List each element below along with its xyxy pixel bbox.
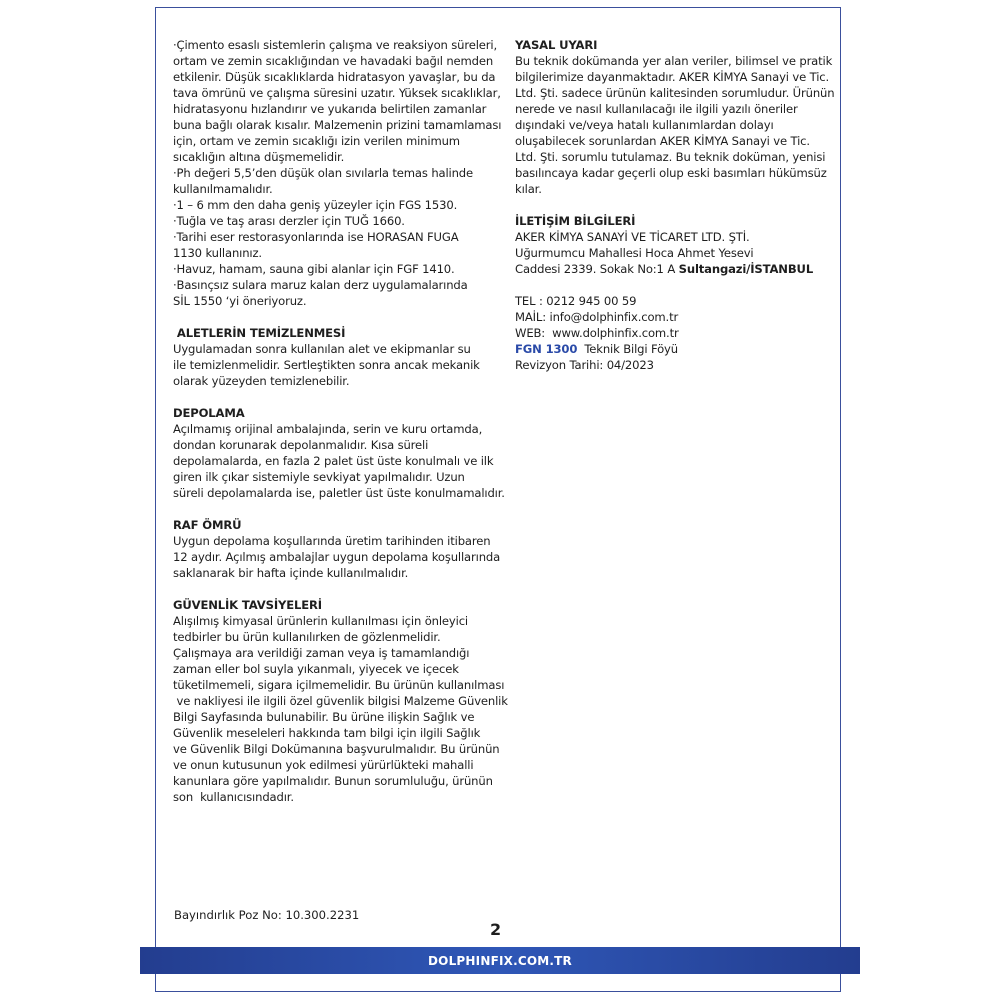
text-line: Alışılmış kimyasal ürünlerin kullanılması için önleyici	[173, 614, 468, 628]
text-line: 12 aydır. Açılmış ambalajlar uygun depolama koşullarında	[173, 550, 501, 564]
poz-number: Bayındırlık Poz No: 10.300.2231	[174, 908, 360, 922]
text-line: nerede ve nasıl kullanılacağı ile ilgili yazılı öneriler	[515, 102, 798, 116]
text-line: sıcaklığın altına düşmemelidir.	[173, 150, 345, 164]
text-line: giren ilk çıkar sistemiyle sevkiyat yapılmalıdır. Uzun	[173, 470, 465, 484]
page-number: 2	[490, 920, 502, 939]
safety-heading: GÜVENLİK TAVSİYELERİ	[173, 598, 322, 612]
text-line: Ltd. Şti. sadece ürünün kalitesinden sorumludur. Ürünün	[515, 86, 835, 100]
product-doc-title: Teknik Bilgi Föyü	[577, 342, 678, 356]
contact-heading: İLETİŞİM BİLGİLERİ	[515, 214, 636, 228]
text-line: son kullanıcısındadır.	[173, 790, 294, 804]
revision-date: Revizyon Tarihi: 04/2023	[515, 358, 654, 372]
text-line: depolamalarda, en fazla 2 palet üst üste konulmalı ve ilk	[173, 454, 494, 468]
contact-phone: TEL : 0212 945 00 59	[515, 294, 637, 308]
text-line: oluşabilecek sorunlardan AKER KİMYA Sanayi ve Tic.	[515, 134, 810, 148]
text-line: Güvenlik meseleleri hakkında tam bilgi için ilgili Sağlık	[173, 726, 481, 740]
text-line: ortam ve zemin sıcaklığından ve havadaki bağıl nemden	[173, 54, 494, 68]
storage-body	[173, 421, 508, 501]
intro-notes	[173, 37, 508, 309]
text-line: dondan korunarak depolanmalıdır. Kısa süreli	[173, 438, 429, 452]
shelf-life-body	[173, 533, 508, 581]
contact-email: MAİL: info@dolphinfix.com.tr	[515, 310, 679, 324]
text-line: etkilenir. Düşük sıcaklıklarda hidratasyon yavaşlar, bu da	[173, 70, 496, 84]
text-line: ·Tuğla ve taş arası derzler için TUĞ 1660.	[173, 214, 405, 228]
text-line: tüketilmemeli, sigara içilmemelidir. Bu ürünün kullanılması	[173, 678, 505, 692]
text-line: Bilgi Sayfasında bulunabilir. Bu ürüne ilişkin Sağlık ve	[173, 710, 475, 724]
text-line: ·Çimento esaslı sistemlerin çalışma ve reaksiyon süreleri,	[173, 38, 497, 52]
safety-body	[173, 613, 508, 805]
text-line: zaman eller bol suyla yıkanmalı, yiyecek ve içecek	[173, 662, 459, 676]
text-line: ·Ph değeri 5,5’den düşük olan sıvılarla temas halinde	[173, 166, 473, 180]
right-column	[515, 37, 837, 373]
text-line: kullanılmamalıdır.	[173, 182, 273, 196]
shelf-life-heading: RAF ÖMRÜ	[173, 518, 242, 532]
text-line: olarak yüzeyden temizlenebilir.	[173, 374, 350, 388]
text-line: ·Tarihi eser restorasyonlarında ise HORASAN FUGA	[173, 230, 459, 244]
text-line: ·Havuz, hamam, sauna gibi alanlar için FGF 1410.	[173, 262, 455, 276]
contact-website: WEB: www.dolphinfix.com.tr	[515, 326, 679, 340]
product-code: FGN 1300	[515, 342, 578, 356]
text-line: ve Güvenlik Bilgi Dokümanına başvurulmalıdır. Bu ürünün	[173, 742, 500, 756]
text-line: kılar.	[515, 182, 542, 196]
storage-heading: DEPOLAMA	[173, 406, 245, 420]
text-line: kanunlara göre yapılmalıdır. Bunun sorumluluğu, ürünün	[173, 774, 493, 788]
text-line: tedbirler bu ürün kullanılırken de gözlenmelidir.	[173, 630, 441, 644]
legal-body	[515, 53, 837, 197]
company-name: AKER KİMYA SANAYİ VE TİCARET LTD. ŞTİ.	[515, 230, 750, 244]
text-line: ·Basınçsız sulara maruz kalan derz uygulamalarında	[173, 278, 468, 292]
legal-heading: YASAL UYARI	[515, 38, 598, 52]
address-city: Sultangazi/İSTANBUL	[678, 262, 814, 276]
text-line: Uygulamadan sonra kullanılan alet ve ekipmanlar su	[173, 342, 471, 356]
footer-bar	[140, 947, 860, 974]
footer-website: DOLPHINFIX.COM.TR	[428, 953, 572, 968]
address-street: Caddesi 2339. Sokak No:1 A	[515, 262, 679, 276]
address-line-2	[515, 261, 837, 277]
text-line: Uygun depolama koşullarında üretim tarihinden itibaren	[173, 534, 491, 548]
cleaning-body	[173, 341, 508, 389]
text-line: süreli depolamalarda ise, paletler üst üste konulmamalıdır.	[173, 486, 505, 500]
text-line: tava ömrünü ve çalışma süresini uzatır. Yüksek sıcaklıklar,	[173, 86, 501, 100]
text-line: buna bağlı olarak kısalır. Malzemenin prizini tamamlaması	[173, 118, 502, 132]
cleaning-heading: ALETLERİN TEMİZLENMESİ	[173, 326, 346, 340]
address-line-1: Uğurmumcu Mahallesi Hoca Ahmet Yesevi	[515, 246, 754, 260]
text-line: 1130 kullanınız.	[173, 246, 262, 260]
text-line: için, ortam ve zemin sıcaklığı izin verilen minimum	[173, 134, 460, 148]
text-line: Bu teknik dokümanda yer alan veriler, bilimsel ve pratik	[515, 54, 833, 68]
text-line: ve onun kutusunun yok edilmesi yürürlükteki mahalli	[173, 758, 474, 772]
text-line: saklanarak bir hafta içinde kullanılmalıdır.	[173, 566, 409, 580]
left-column	[173, 37, 508, 805]
text-line: Açılmamış orijinal ambalajında, serin ve kuru ortamda,	[173, 422, 483, 436]
text-line: Çalışmaya ara verildiği zaman veya iş tamamlandığı	[173, 646, 470, 660]
text-line: ·1 – 6 mm den daha geniş yüzeyler için FGS 1530.	[173, 198, 458, 212]
text-line: SİL 1550 ‘yi öneriyoruz.	[173, 294, 307, 308]
text-line: ile temizlenmelidir. Sertleştikten sonra ancak mekanik	[173, 358, 480, 372]
text-line: ve nakliyesi ile ilgili özel güvenlik bilgisi Malzeme Güvenlik	[173, 694, 508, 708]
text-line: basılıncaya kadar geçerli olup eski basımları hükümsüz	[515, 166, 827, 180]
text-line: hidratasyonu hızlandırır ve yukarıda belirtilen zamanlar	[173, 102, 487, 116]
text-line: dışındaki ve/veya hatalı kullanımlardan dolayı	[515, 118, 774, 132]
text-line: bilgilerimize dayanmaktadır. AKER KİMYA Sanayi ve Tic.	[515, 70, 830, 84]
text-line: Ltd. Şti. sorumlu tutulamaz. Bu teknik doküman, yenisi	[515, 150, 826, 164]
product-line	[515, 341, 837, 357]
